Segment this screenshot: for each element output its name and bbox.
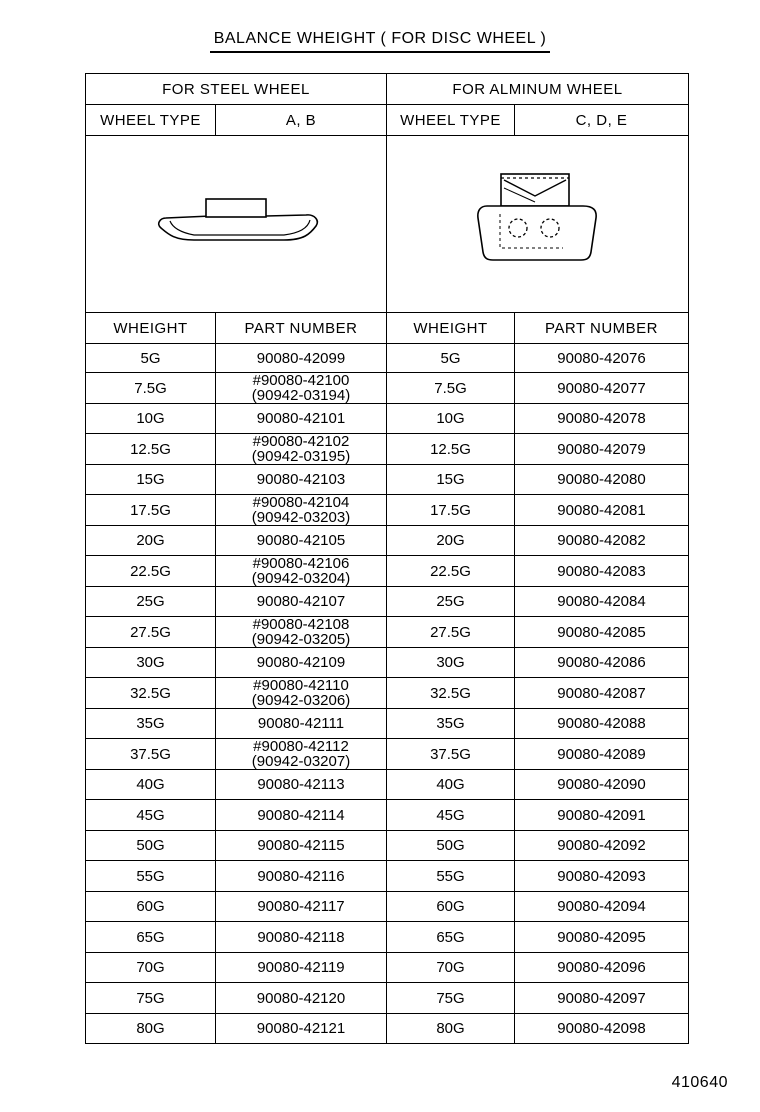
aluminum-weight-cell: 25G [387, 587, 515, 617]
steel-clip-weight-illustration [86, 136, 387, 309]
steel-part-number-cell: 90080-42118 [216, 922, 387, 953]
table-row [86, 709, 689, 739]
aluminum-weight-cell: 20G [387, 526, 515, 556]
aluminum-weight-cell: 50G [387, 831, 515, 861]
aluminum-wheel-header: FOR ALMINUM WHEEL [387, 74, 689, 105]
steel-part-number-cell: 90080-42121 [216, 1014, 387, 1044]
column-header-row [86, 313, 689, 344]
aluminum-part-number-cell: 90080-42094 [515, 892, 689, 922]
steel-part-number-cell: 90080-42105 [216, 526, 387, 556]
steel-part-number-old: (90942-03205) [251, 631, 351, 648]
aluminum-part-number-cell: 90080-42078 [515, 404, 689, 434]
aluminum-weight-cell: 45G [387, 800, 515, 831]
illustration-row [86, 136, 689, 313]
aluminum-weight-cell: 12.5G [387, 434, 515, 465]
table-row [86, 831, 689, 861]
steel-weight-column-header: WHEIGHT [86, 313, 216, 344]
aluminum-part-number-cell: 90080-42077 [515, 373, 689, 404]
steel-part-number-new: #90080-42110 [253, 677, 349, 694]
aluminum-part-number-cell: 90080-42092 [515, 831, 689, 861]
steel-part-number-new: #90080-42102 [252, 433, 350, 450]
aluminum-weight-cell: 75G [387, 983, 515, 1014]
balance-weight-table [85, 73, 689, 1044]
table-row [86, 556, 689, 587]
aluminum-wheel-type-value: C, D, E [515, 105, 689, 136]
steel-part-number-new: #90080-42108 [252, 616, 350, 633]
aluminum-part-number-cell: 90080-42076 [515, 344, 689, 373]
steel-weight-cell: 75G [86, 983, 216, 1014]
aluminum-weight-cell: 60G [387, 892, 515, 922]
table-row [86, 434, 689, 465]
aluminum-part-number-cell: 90080-42081 [515, 495, 689, 526]
aluminum-weight-cell: 80G [387, 1014, 515, 1044]
table-row [86, 648, 689, 678]
steel-part-number-cell: 90080-42111 [216, 709, 387, 739]
steel-weight-cell: 32.5G [86, 678, 216, 709]
aluminum-weight-cell: 22.5G [387, 556, 515, 587]
table-row [86, 404, 689, 434]
steel-part-number-cell [216, 678, 387, 709]
table-row [86, 465, 689, 495]
steel-part-number-old: (90942-03207) [251, 753, 351, 770]
aluminum-weight-cell: 35G [387, 709, 515, 739]
aluminum-part-number-cell: 90080-42085 [515, 617, 689, 648]
aluminum-adhesive-weight-illustration [387, 136, 689, 309]
steel-part-number-cell [216, 495, 387, 526]
aluminum-part-number-cell: 90080-42091 [515, 800, 689, 831]
aluminum-part-number-cell: 90080-42089 [515, 739, 689, 770]
aluminum-weight-cell: 65G [387, 922, 515, 953]
steel-part-number-cell [216, 617, 387, 648]
steel-weight-cell: 35G [86, 709, 216, 739]
aluminum-part-number-cell: 90080-42090 [515, 770, 689, 800]
steel-part-number-cell: 90080-42103 [216, 465, 387, 495]
steel-weight-cell: 20G [86, 526, 216, 556]
table-row [86, 922, 689, 953]
steel-part-number-cell: 90080-42116 [216, 861, 387, 892]
aluminum-part-number-cell: 90080-42098 [515, 1014, 689, 1044]
steel-part-number-cell [216, 739, 387, 770]
document-title [0, 30, 760, 53]
aluminum-weight-cell: 70G [387, 953, 515, 983]
steel-part-number-cell: 90080-42120 [216, 983, 387, 1014]
aluminum-weight-cell: 17.5G [387, 495, 515, 526]
table-row [86, 770, 689, 800]
table-row [86, 892, 689, 922]
steel-weight-cell: 7.5G [86, 373, 216, 404]
aluminum-part-number-cell: 90080-42079 [515, 434, 689, 465]
table-row [86, 526, 689, 556]
steel-part-number-new: #90080-42100 [252, 372, 350, 389]
aluminum-part-number-cell: 90080-42096 [515, 953, 689, 983]
aluminum-weight-cell: 10G [387, 404, 515, 434]
steel-part-number-cell: 90080-42101 [216, 404, 387, 434]
steel-weight-cell: 70G [86, 953, 216, 983]
steel-part-number-old: (90942-03206) [251, 692, 351, 709]
aluminum-part-number-cell: 90080-42084 [515, 587, 689, 617]
aluminum-wheel-type-label: WHEEL TYPE [387, 105, 515, 136]
aluminum-weight-cell: 30G [387, 648, 515, 678]
aluminum-weight-cell: 37.5G [387, 739, 515, 770]
steel-weight-cell: 37.5G [86, 739, 216, 770]
steel-weight-cell: 17.5G [86, 495, 216, 526]
document-title-text: BALANCE WHEIGHT ( FOR DISC WHEEL ) [210, 30, 551, 53]
steel-part-number-new: #90080-42106 [252, 555, 350, 572]
steel-weight-cell: 12.5G [86, 434, 216, 465]
aluminum-part-number-cell: 90080-42097 [515, 983, 689, 1014]
steel-weight-cell: 15G [86, 465, 216, 495]
aluminum-weight-cell: 7.5G [387, 373, 515, 404]
table-row [86, 587, 689, 617]
aluminum-part-number-cell: 90080-42093 [515, 861, 689, 892]
aluminum-part-number-cell: 90080-42080 [515, 465, 689, 495]
steel-weight-cell: 5G [86, 344, 216, 373]
steel-weight-cell: 45G [86, 800, 216, 831]
steel-part-number-cell [216, 373, 387, 404]
aluminum-part-number-cell: 90080-42082 [515, 526, 689, 556]
table-row [86, 495, 689, 526]
steel-part-number-cell [216, 434, 387, 465]
steel-part-number-cell: 90080-42107 [216, 587, 387, 617]
aluminum-weight-illustration-cell [387, 136, 689, 313]
table-row [86, 678, 689, 709]
steel-weight-cell: 22.5G [86, 556, 216, 587]
steel-weight-cell: 80G [86, 1014, 216, 1044]
steel-part-number-old: (90942-03194) [251, 387, 351, 404]
steel-weight-cell: 10G [86, 404, 216, 434]
steel-part-number-new: #90080-42112 [253, 738, 349, 755]
steel-weight-cell: 30G [86, 648, 216, 678]
table-row [86, 861, 689, 892]
steel-part-number-column-header: PART NUMBER [216, 313, 387, 344]
steel-weight-cell: 65G [86, 922, 216, 953]
table-row [86, 800, 689, 831]
steel-weight-cell: 55G [86, 861, 216, 892]
aluminum-weight-column-header: WHEIGHT [387, 313, 515, 344]
table-row [86, 617, 689, 648]
steel-weight-cell: 40G [86, 770, 216, 800]
steel-weight-cell: 25G [86, 587, 216, 617]
table-row [86, 344, 689, 373]
steel-part-number-cell: 90080-42109 [216, 648, 387, 678]
aluminum-weight-cell: 40G [387, 770, 515, 800]
aluminum-part-number-cell: 90080-42086 [515, 648, 689, 678]
steel-part-number-cell: 90080-42117 [216, 892, 387, 922]
table-row [86, 953, 689, 983]
steel-part-number-old: (90942-03195) [251, 448, 351, 465]
steel-wheel-type-value: A, B [216, 105, 387, 136]
steel-part-number-cell: 90080-42115 [216, 831, 387, 861]
aluminum-part-number-cell: 90080-42095 [515, 922, 689, 953]
steel-wheel-header: FOR STEEL WHEEL [86, 74, 387, 105]
steel-part-number-cell: 90080-42099 [216, 344, 387, 373]
steel-weight-cell: 27.5G [86, 617, 216, 648]
aluminum-part-number-column-header: PART NUMBER [515, 313, 689, 344]
aluminum-weight-cell: 32.5G [387, 678, 515, 709]
aluminum-weight-cell: 15G [387, 465, 515, 495]
aluminum-part-number-cell: 90080-42087 [515, 678, 689, 709]
steel-part-number-cell: 90080-42113 [216, 770, 387, 800]
figure-id: 410640 [671, 1074, 728, 1091]
table-row [86, 983, 689, 1014]
aluminum-part-number-cell: 90080-42083 [515, 556, 689, 587]
steel-wheel-type-label: WHEEL TYPE [86, 105, 216, 136]
section-header-row [86, 74, 689, 105]
steel-weight-cell: 60G [86, 892, 216, 922]
aluminum-weight-cell: 55G [387, 861, 515, 892]
table-row [86, 373, 689, 404]
table-row [86, 739, 689, 770]
steel-part-number-cell: 90080-42114 [216, 800, 387, 831]
wheel-type-row [86, 105, 689, 136]
table-row [86, 1014, 689, 1044]
steel-part-number-old: (90942-03204) [251, 570, 351, 587]
steel-part-number-old: (90942-03203) [251, 509, 351, 526]
aluminum-weight-cell: 27.5G [387, 617, 515, 648]
steel-part-number-cell: 90080-42119 [216, 953, 387, 983]
steel-part-number-new: #90080-42104 [252, 494, 350, 511]
steel-part-number-cell [216, 556, 387, 587]
aluminum-part-number-cell: 90080-42088 [515, 709, 689, 739]
steel-weight-cell: 50G [86, 831, 216, 861]
steel-weight-illustration-cell [86, 136, 387, 313]
aluminum-weight-cell: 5G [387, 344, 515, 373]
